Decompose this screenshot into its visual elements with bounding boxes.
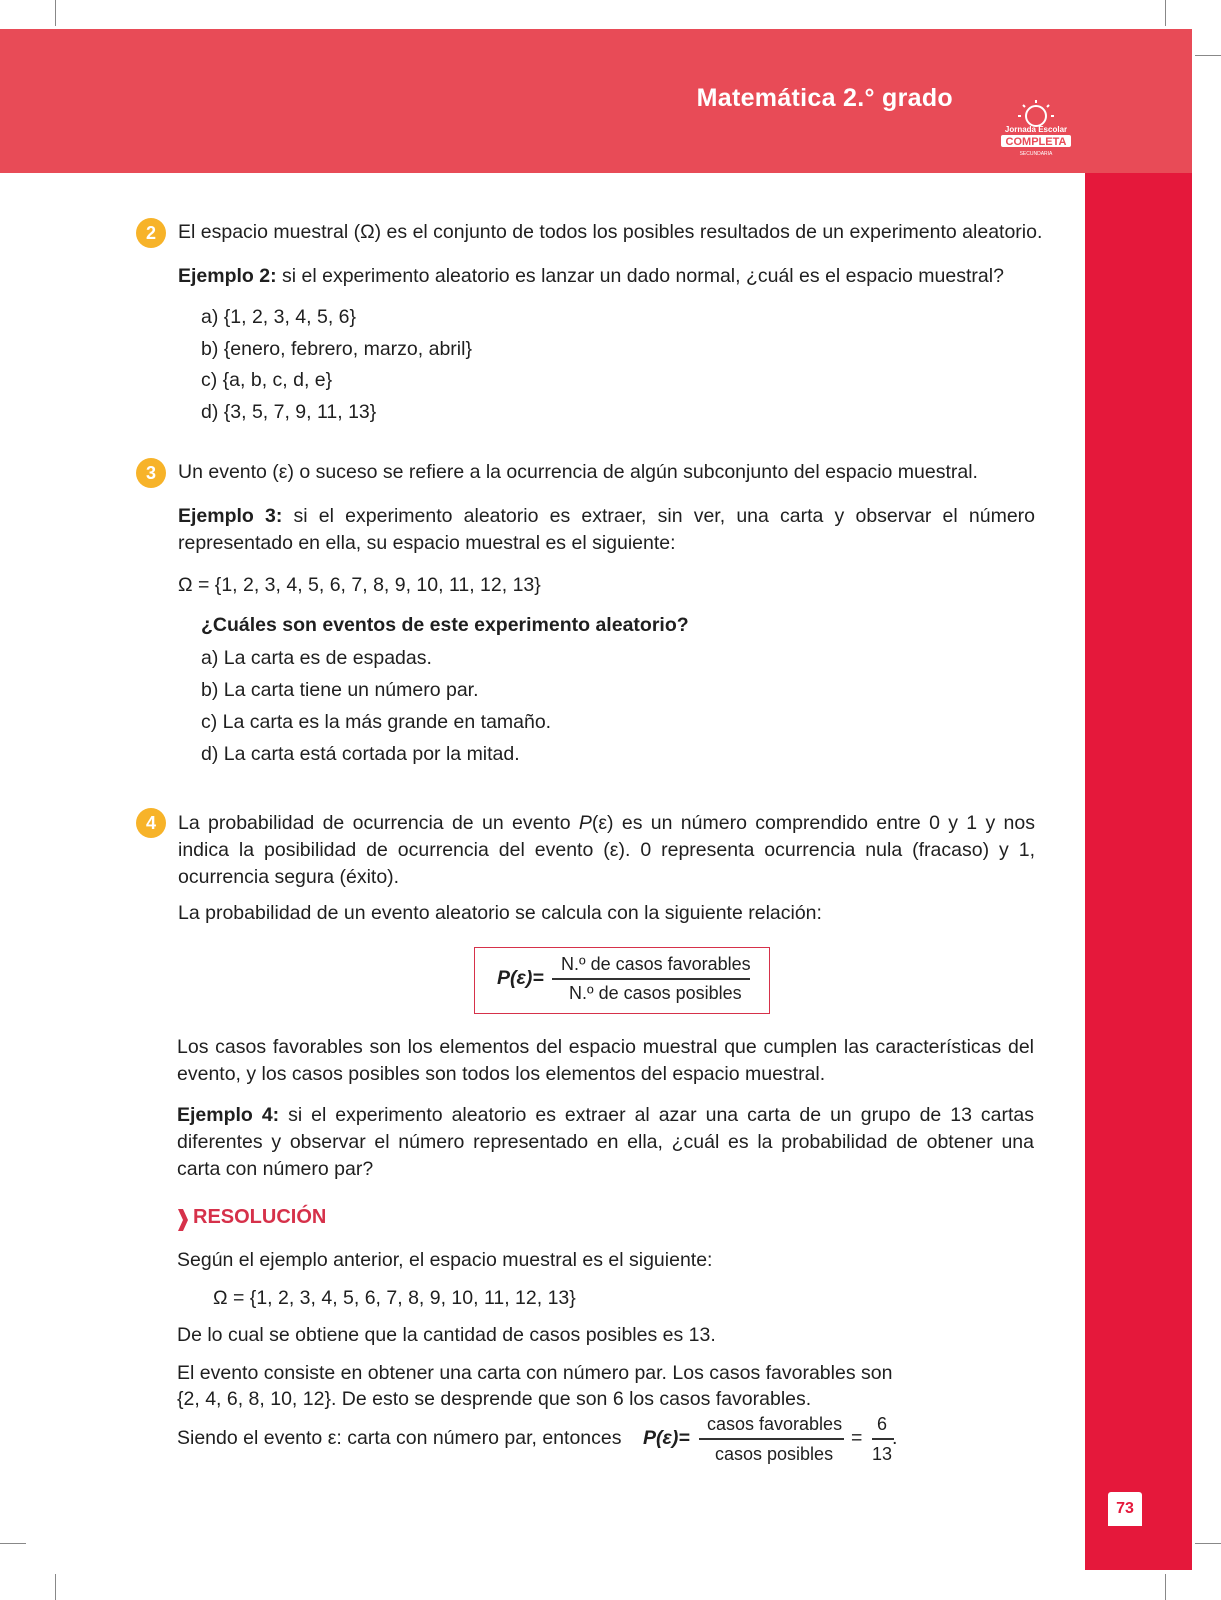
resolution-line: Siendo el evento ε: carta con número par, entonces — [177, 1427, 622, 1449]
formula-denominator: N.º de casos posibles — [569, 983, 742, 1003]
section-number-badge: 4 — [136, 808, 166, 838]
period: . — [892, 1427, 898, 1449]
resolution-heading: RESOLUCIÓN — [193, 1206, 327, 1228]
example-text: si el experimento aleatorio es extraer al azar una carta de un grupo de 13 cartas diferentes y observar el número representado en ella, ¿cuál es la probabilidad de obtener una carta con número par? — [177, 1104, 1034, 1180]
side-bar — [1085, 173, 1192, 1570]
resolution-line: {2, 4, 6, 8, 10, 12}. De esto se desprende que son 6 los casos favorables. — [177, 1388, 812, 1410]
resolution-line: De lo cual se obtiene que la cantidad de casos posibles es 13. — [177, 1324, 716, 1346]
example-4 — [177, 1102, 1034, 1183]
fraction-line — [872, 1438, 894, 1440]
sample-space: Ω = {1, 2, 3, 4, 5, 6, 7, 8, 9, 10, 11, 12, 13} — [213, 1287, 576, 1309]
example-label: Ejemplo 2: — [178, 265, 277, 287]
option-c: c) {a, b, c, d, e} — [201, 369, 333, 391]
option-b: b) {enero, febrero, marzo, abril} — [201, 338, 472, 360]
section-intro: La probabilidad de ocurrencia de un evento P(ε) es un número comprendido entre 0 y 1 y nos indica la posibilidad de ocurrencia del evento (ε). 0 representa ocurrencia nula (fracaso) y 1, ocurrencia segura (éxito). — [178, 812, 1035, 888]
example-text: si el experimento aleatorio es lanzar un dado normal, ¿cuál es el espacio muestral? — [276, 265, 1004, 287]
example-2 — [178, 263, 1004, 290]
paragraph: Los casos favorables son los elementos del espacio muestral que cumplen las características del evento, y los casos posibles son todos los elementos del espacio muestral. — [177, 1036, 1034, 1085]
formula-lhs: P(ε)= — [643, 1427, 690, 1449]
crop-mark — [55, 1574, 56, 1600]
svg-text:Jornada Escolar: Jornada Escolar — [1004, 125, 1068, 134]
example-label: Ejemplo 4: — [177, 1104, 280, 1126]
formula-numerator: N.º de casos favorables — [561, 954, 751, 974]
option-b: b) La carta tiene un número par. — [201, 679, 479, 701]
relation-text: La probabilidad de un evento aleatorio se calcula con la siguiente relación: — [178, 902, 822, 924]
formula-denominator: casos posibles — [715, 1444, 834, 1464]
formula-numerator: casos favorables — [707, 1414, 843, 1434]
section-number-badge: 3 — [136, 458, 166, 488]
option-d: d) La carta está cortada por la mitad. — [201, 743, 520, 765]
result-denominator: 13 — [872, 1444, 893, 1464]
result-numerator: 6 — [877, 1414, 888, 1434]
section-intro: Un evento (ε) o suceso se refiere a la ocurrencia de algún subconjunto del espacio muestral. — [178, 461, 978, 483]
crop-mark — [1165, 1574, 1166, 1600]
crop-mark — [1195, 1543, 1221, 1544]
crop-mark — [1165, 0, 1166, 26]
crop-mark — [1195, 55, 1221, 56]
option-c: c) La carta es la más grande en tamaño. — [201, 711, 552, 733]
header-title: Matemática 2.° grado — [696, 84, 953, 112]
option-a: a) {1, 2, 3, 4, 5, 6} — [201, 306, 357, 328]
example-label: Ejemplo 3: — [178, 505, 283, 527]
option-a: a) La carta es de espadas. — [201, 647, 432, 669]
fraction-line — [699, 1438, 844, 1440]
resolution-line: Según el ejemplo anterior, el espacio muestral es el siguiente: — [177, 1249, 713, 1271]
section-number-badge: 2 — [136, 218, 166, 248]
section-intro: El espacio muestral (Ω) es el conjunto de todos los posibles resultados de un experimento aleatorio. — [178, 221, 1043, 243]
example-3 — [178, 503, 1035, 557]
crop-mark — [55, 0, 56, 26]
example-text: si el experimento aleatorio es extraer, sin ver, una carta y observar el número representado en ella, su espacio muestral es el siguiente: — [178, 505, 1036, 554]
svg-text:COMPLETA: COMPLETA — [1005, 136, 1067, 148]
question: ¿Cuáles son eventos de este experimento aleatorio? — [201, 614, 689, 636]
option-d: d) {3, 5, 7, 9, 11, 13} — [201, 401, 377, 423]
page-number: 73 — [1108, 1492, 1142, 1526]
chevron-marker-icon — [178, 1209, 188, 1231]
svg-text:SECUNDARIA: SECUNDARIA — [1019, 151, 1053, 157]
crop-mark — [0, 1543, 26, 1544]
resolution-line: El evento consiste en obtener una carta con número par. Los casos favorables son — [177, 1362, 893, 1384]
jornada-escolar-logo — [996, 98, 1076, 158]
sample-space: Ω = {1, 2, 3, 4, 5, 6, 7, 8, 9, 10, 11, 12, 13} — [178, 574, 541, 596]
formula-lhs: P(ε)= — [497, 967, 544, 989]
equals-sign: = — [851, 1427, 863, 1449]
